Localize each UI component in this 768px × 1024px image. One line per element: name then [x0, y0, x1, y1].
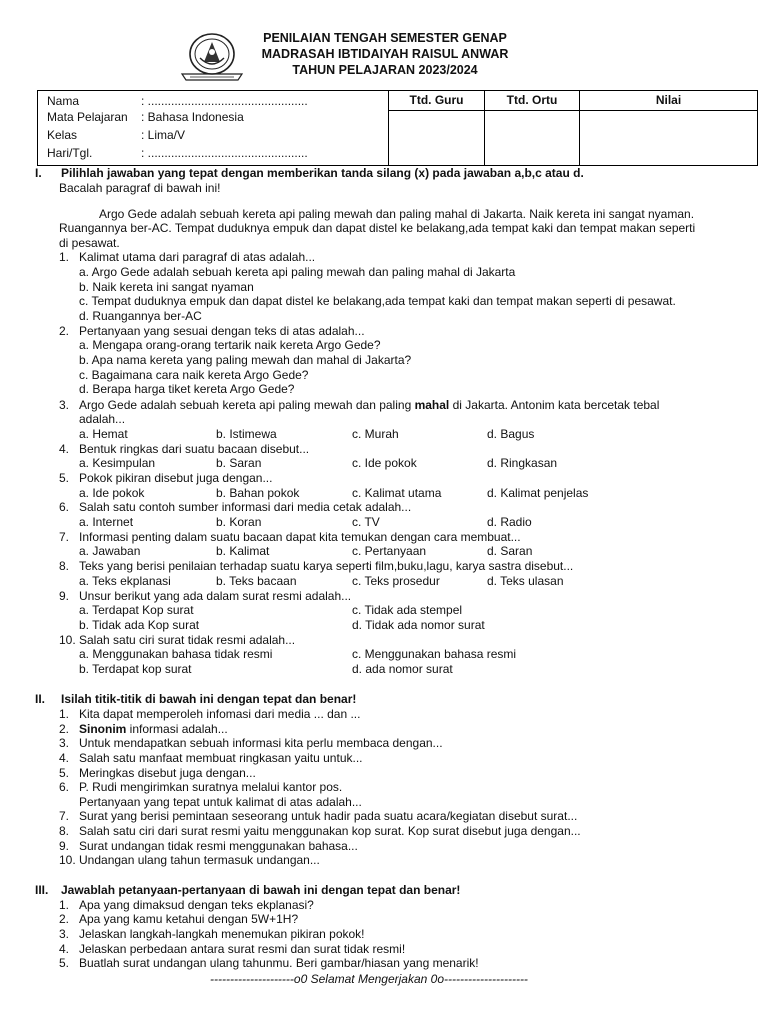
q9-option-a[interactable]: a. Terdapat Kop surat: [79, 603, 194, 617]
fill-item-2[interactable]: 2. Sinonim informasi adalah...: [59, 722, 228, 736]
question-1: 1. Kalimat utama dari paragraf di atas adalah...: [59, 250, 316, 264]
fill-item-5[interactable]: 5. Meringkas disebut juga dengan...: [59, 766, 256, 780]
q9-option-c[interactable]: c. Tidak ada stempel: [352, 603, 463, 617]
q3-option-a[interactable]: a. Hemat: [79, 427, 128, 441]
fill-item-4[interactable]: 4. Salah satu manfaat membuat ringkasan yaitu untuk...: [59, 751, 363, 765]
info-row-kelas: Kelas : Lima/V: [47, 128, 186, 142]
student-info-fields: [38, 91, 388, 165]
header-school: MADRASAH IBTIDAIYAH RAISUL ANWAR: [261, 47, 509, 61]
info-row-hari[interactable]: Hari/Tgl. : ................................................: [47, 146, 308, 160]
paragraph-line-3: di pesawat.: [59, 236, 120, 250]
q2-option-b[interactable]: b. Apa nama kereta yang paling mewah dan mahal di Jakarta?: [79, 353, 412, 367]
q10-option-b[interactable]: b. Terdapat kop surat: [79, 662, 192, 676]
q10-option-d[interactable]: d. ada nomor surat: [352, 662, 453, 676]
q2-option-d[interactable]: d. Berapa harga tiket kereta Argo Gede?: [79, 382, 295, 396]
question-3-cont: adalah...: [79, 412, 126, 426]
ttd-ortu-cell[interactable]: Ttd. Ortu: [484, 91, 579, 165]
question-9: 9. Unsur berikut yang ada dalam surat resmi adalah...: [59, 589, 352, 603]
fill-item-7[interactable]: 7. Surat yang berisi pemintaan seseorang untuk hadir pada suatu acara/kegiatan disebut surat...: [59, 809, 578, 823]
essay-item-4[interactable]: 4. Jelaskan perbedaan antara surat resmi dan surat tidak resmi!: [59, 942, 406, 956]
q9-option-b[interactable]: b. Tidak ada Kop surat: [79, 618, 200, 632]
q10-option-a[interactable]: a. Menggunakan bahasa tidak resmi: [79, 647, 273, 661]
essay-item-1[interactable]: 1. Apa yang dimaksud dengan teks ekplanasi?: [59, 898, 314, 912]
exam-header: [240, 30, 530, 78]
paragraph-line-1: Argo Gede adalah sebuah kereta api paling mewah dan paling mahal di Jakarta. Naik kereta ini sangat nyaman.: [99, 207, 695, 221]
q2-option-c[interactable]: c. Bagaimana cara naik kereta Argo Gede?: [79, 368, 309, 382]
q1-option-a[interactable]: a. Argo Gede adalah sebuah kereta api paling mewah dan paling mahal di Jakarta: [79, 265, 516, 279]
q3-option-b[interactable]: b. Istimewa: [216, 427, 277, 441]
ttd-guru-cell[interactable]: Ttd. Guru: [388, 91, 484, 165]
fill-item-1[interactable]: 1. Kita dapat memperoleh infomasi dari media ... dan ...: [59, 707, 361, 721]
header-title: PENILAIAN TENGAH SEMESTER GENAP: [263, 31, 507, 45]
q2-option-a[interactable]: a. Mengapa orang-orang tertarik naik kereta Argo Gede?: [79, 338, 381, 352]
q1-option-b[interactable]: b. Naik kereta ini sangat nyaman: [79, 280, 254, 294]
question-8: 8. Teks yang berisi penilaian terhadap suatu karya seperti film,buku,lagu, karya sastra disebut...: [59, 559, 574, 573]
q6-option-a[interactable]: a. Internet: [79, 515, 134, 529]
section2-instruction: II. Isilah titik-titik di bawah ini dengan tepat dan benar!: [35, 692, 357, 706]
q7-option-a[interactable]: a. Jawaban: [79, 544, 141, 558]
q1-option-c[interactable]: c. Tempat duduknya empuk dan dapat distel ke belakang,ada tempat kaki dan tempat makan seperti di pesawat.: [79, 294, 676, 308]
q4-option-d[interactable]: d. Ringkasan: [487, 456, 558, 470]
q10-option-c[interactable]: c. Menggunakan bahasa resmi: [352, 647, 517, 661]
q3-option-d[interactable]: d. Bagus: [487, 427, 535, 441]
question-3: 3. Argo Gede adalah sebuah kereta api paling mewah dan paling mahal di Jakarta. Antonim kata bercetak tebal: [59, 398, 660, 412]
fill-item-9[interactable]: 9. Surat undangan tidak resmi menggunakan bahasa...: [59, 839, 358, 853]
q8-option-d[interactable]: d. Teks ulasan: [487, 574, 564, 588]
paragraph-line-2: Ruangannya ber-AC. Tempat duduknya empuk dan dapat distel ke belakang,ada tempat kaki dan tempat makan seperti: [59, 221, 696, 235]
question-7: 7. Informasi penting dalam suatu bacaan dapat kita temukan dengan cara membuat...: [59, 530, 521, 544]
q9-option-d[interactable]: d. Tidak ada nomor surat: [352, 618, 485, 632]
header-year: TAHUN PELAJARAN 2023/2024: [292, 63, 478, 77]
q3-option-c[interactable]: c. Murah: [352, 427, 399, 441]
q6-option-c[interactable]: c. TV: [352, 515, 380, 529]
fill-item-8[interactable]: 8. Salah satu ciri dari surat resmi yaitu menggunakan kop surat. Kop surat disebut juga dengan...: [59, 824, 581, 838]
essay-item-3[interactable]: 3. Jelaskan langkah-langkah menemukan pikiran pokok!: [59, 927, 365, 941]
question-4: 4. Bentuk ringkas dari suatu bacaan disebut...: [59, 442, 310, 456]
q8-option-c[interactable]: c. Teks prosedur: [352, 574, 440, 588]
nilai-cell[interactable]: Nilai: [579, 91, 757, 165]
closing-message: ---------------------o0 Selamat Mengerjakan 0o---------------------: [210, 972, 528, 986]
question-10: 10. Salah satu ciri surat tidak resmi adalah...: [59, 633, 296, 647]
q8-option-a[interactable]: a. Teks ekplanasi: [79, 574, 171, 588]
q4-option-b[interactable]: b. Saran: [216, 456, 262, 470]
q5-option-a[interactable]: a. Ide pokok: [79, 486, 145, 500]
fill-item-6-cont: Pertanyaan yang tepat untuk kalimat di atas adalah...: [79, 795, 362, 809]
section3-instruction: III. Jawablah petanyaan-pertanyaan di bawah ini dengan tepat dan benar!: [35, 883, 461, 897]
question-5: 5. Pokok pikiran disebut juga dengan...: [59, 471, 273, 485]
fill-item-6[interactable]: 6. P. Rudi mengirimkan suratnya melalui kantor pos.: [59, 780, 343, 794]
q7-option-c[interactable]: c. Pertanyaan: [352, 544, 427, 558]
q7-option-d[interactable]: d. Saran: [487, 544, 533, 558]
fill-item-3[interactable]: 3. Untuk mendapatkan sebuah informasi kita perlu membaca dengan...: [59, 736, 443, 750]
essay-item-5[interactable]: 5. Buatlah surat undangan ulang tahunmu. Beri gambar/hiasan yang menarik!: [59, 956, 479, 970]
fill-item-10[interactable]: 10. Undangan ulang tahun termasuk undangan...: [59, 853, 320, 867]
section1-instruction: I. Pilihlah jawaban yang tepat dengan memberikan tanda silang (x) pada jawaban a,b,c atau d.: [35, 166, 584, 180]
q5-option-b[interactable]: b. Bahan pokok: [216, 486, 300, 500]
bold-word: mahal: [414, 398, 450, 412]
q8-option-b[interactable]: b. Teks bacaan: [216, 574, 297, 588]
student-info-box: [37, 90, 758, 166]
question-6: 6. Salah satu contoh sumber informasi dari media cetak adalah...: [59, 500, 412, 514]
q5-option-c[interactable]: c. Kalimat utama: [352, 486, 442, 500]
essay-item-2[interactable]: 2. Apa yang kamu ketahui dengan 5W+1H?: [59, 912, 299, 926]
section1-read: Bacalah paragraf di bawah ini!: [59, 181, 221, 195]
q1-option-d[interactable]: d. Ruangannya ber-AC: [79, 309, 202, 323]
question-2: 2. Pertanyaan yang sesuai dengan teks di atas adalah...: [59, 324, 365, 338]
q6-option-d[interactable]: d. Radio: [487, 515, 532, 529]
q7-option-b[interactable]: b. Kalimat: [216, 544, 270, 558]
school-logo-icon: [178, 30, 246, 82]
q4-option-c[interactable]: c. Ide pokok: [352, 456, 417, 470]
info-row-nama[interactable]: Nama : ................................................: [47, 94, 308, 108]
q6-option-b[interactable]: b. Koran: [216, 515, 262, 529]
q5-option-d[interactable]: d. Kalimat penjelas: [487, 486, 589, 500]
info-row-mapel: Mata Pelajaran : Bahasa Indonesia: [47, 110, 244, 124]
q4-option-a[interactable]: a. Kesimpulan: [79, 456, 156, 470]
